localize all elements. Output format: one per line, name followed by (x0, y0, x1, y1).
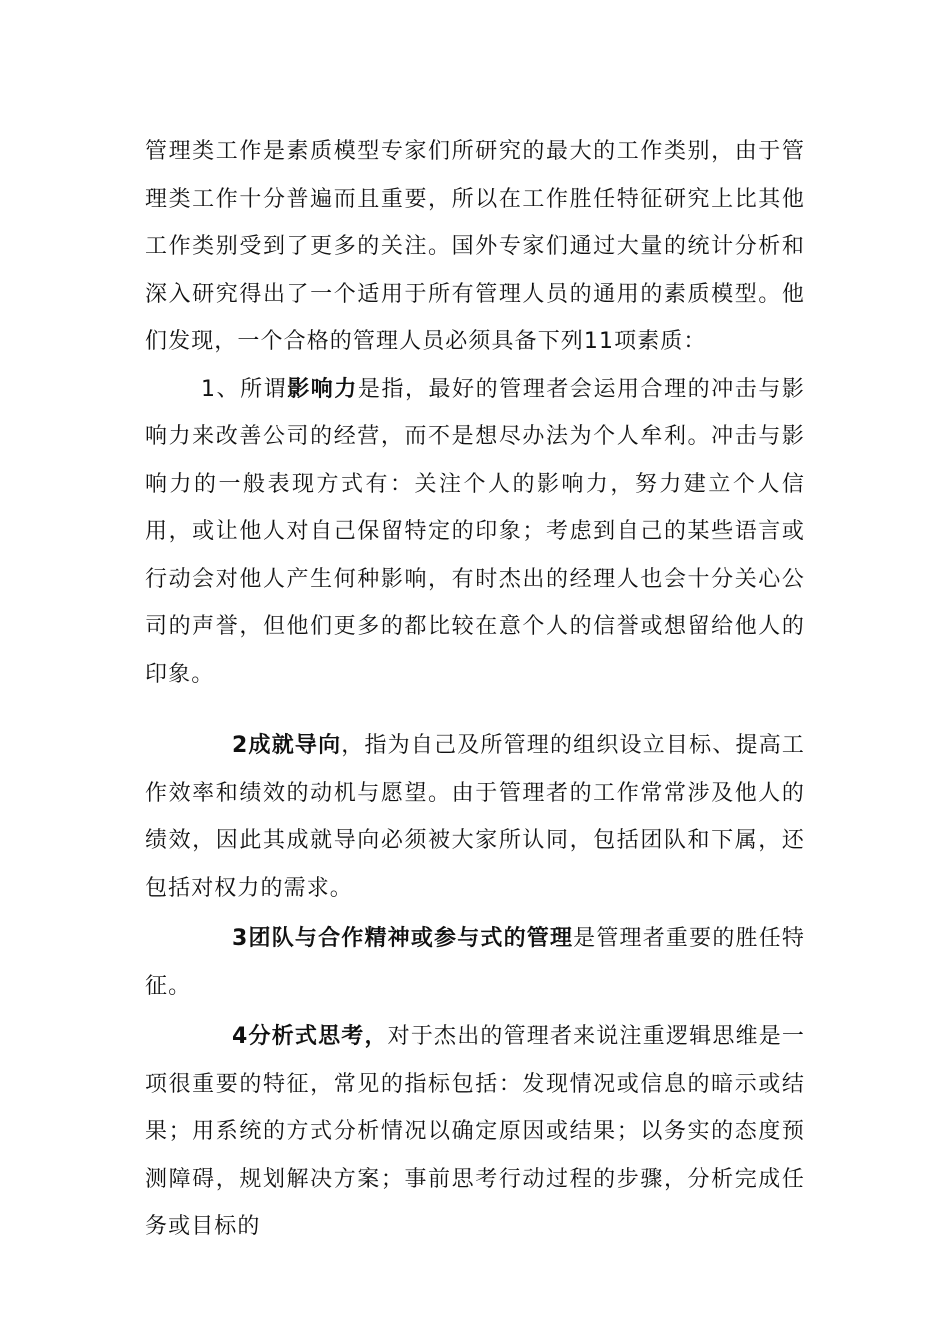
paragraph-influence (145, 366, 805, 699)
paragraph-influence-prefix: 1、所谓 (201, 376, 288, 402)
paragraph-teamwork-text: 是管理者重要的胜任特征。 (145, 926, 805, 999)
paragraph-intro (145, 128, 805, 366)
paragraph-influence-text: 是指，最好的管理者会运用合理的冲击与影响力来改善公司的经营，而不是想尽办法为个人牟利。冲击与影响力的一般表现方式有：关注个人的影响力，努力建立个人信用，或让他人对自己保留特定的印象；考虑到自己的某些语言或行动会对他人产生何种影响，有时杰出的经理人也会十分关心公司的声誉，但他们更多的都比较在意个人的信誉或想留给他人的印象。 (145, 376, 805, 687)
paragraph-achievement-text: ，指为自己及所管理的组织设立目标、提高工作效率和绩效的动机与愿望。由于管理者的工作常常涉及他人的绩效，因此其成就导向必须被大家所认同，包括团队和下属，还包括对权力的需求。 (145, 733, 805, 901)
term-influence: 影响力 (287, 376, 358, 402)
paragraph-intro-text: 管理类工作是素质模型专家们所研究的最大的工作类别，由于管理类工作十分普遍而且重要，所以在工作胜任特征研究上比其他工作类别受到了更多的关注。国外专家们通过大量的统计分析和深入研究得出了一个适用于所有管理人员的通用的素质模型。他们发现，一个合格的管理人员必须具备下列11项素质： (145, 139, 805, 354)
term-achievement: 2成就导向 (232, 733, 342, 758)
paragraph-analytical-text: 对于杰出的管理者来说注重逻辑思维是一项很重要的特征，常见的指标包括：发现情况或信息的暗示或结果；用系统的方式分析情况以确定原因或结果；以务实的态度预测障碍，规划解决方案；事前思考行动过程的步骤，分析完成任务或目标的 (145, 1024, 805, 1239)
term-teamwork: 3团队与合作精神或参与式的管理 (232, 926, 574, 951)
term-analytical: 4分析式思考， (232, 1024, 388, 1049)
paragraph-teamwork (145, 915, 805, 1010)
document-body (145, 128, 805, 1251)
paragraph-analytical (145, 1013, 805, 1251)
paragraph-achievement (145, 722, 805, 912)
